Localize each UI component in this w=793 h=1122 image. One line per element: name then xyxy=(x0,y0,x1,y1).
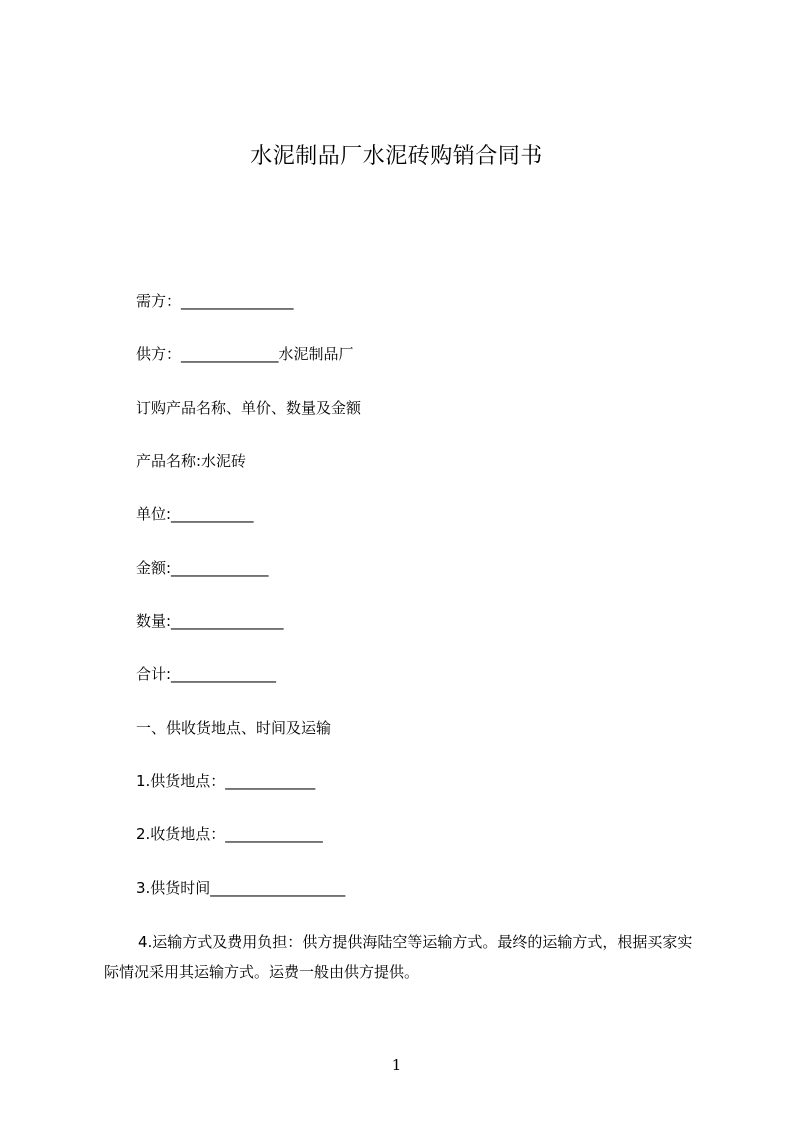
transport-paragraph-text: 4.运输方式及费用负担：供方提供海陆空等运输方式。最终的运输方式，根据买家实际情况采用其运输方式。运费一般由供方提供。 xyxy=(104,933,693,981)
page-number: 1 xyxy=(391,1056,402,1074)
supply-time-line: 3.供货时间__________________ xyxy=(136,879,346,897)
buyer-line: 需方：_______________ xyxy=(136,292,294,310)
product-name-line: 产品名称:水泥砖 xyxy=(136,452,247,470)
order-heading: 订购产品名称、单价、数量及金额 xyxy=(136,399,362,417)
transport-paragraph xyxy=(104,927,704,987)
delivery-location-line: 2.收货地点：_____________ xyxy=(136,825,323,843)
section-one-heading: 一、供收货地点、时间及运输 xyxy=(136,719,332,737)
amount-line: 金额:_____________ xyxy=(136,559,269,577)
supplier-line: 供方：_____________水泥制品厂 xyxy=(136,345,354,363)
document-title: 水泥制品厂水泥砖购销合同书 xyxy=(250,144,543,169)
unit-line: 单位:___________ xyxy=(136,505,254,523)
total-line: 合计:______________ xyxy=(136,665,277,683)
supply-location-line: 1.供货地点：____________ xyxy=(136,772,316,790)
quantity-line: 数量:_______________ xyxy=(136,612,284,630)
